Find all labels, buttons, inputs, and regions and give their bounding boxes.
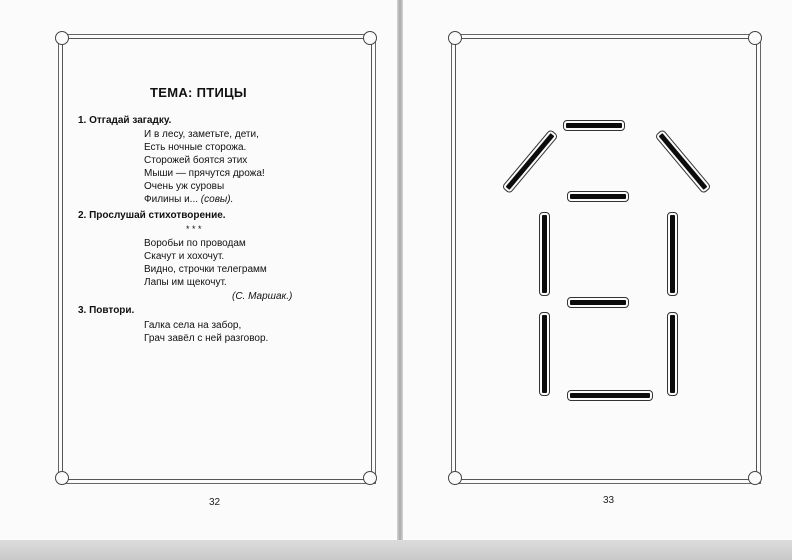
left-page [0, 0, 397, 548]
right-page [403, 0, 792, 548]
frame-corner-ornament [363, 471, 377, 485]
tongue-twister-line: Грач завёл с ней разговор. [144, 333, 269, 344]
frame-corner-ornament [448, 31, 462, 45]
riddle-last-line [144, 194, 233, 205]
page-bottom-shadow [0, 540, 792, 560]
poem-line: Видно, строчки телеграмм [144, 264, 267, 275]
page-number: 33 [603, 495, 615, 506]
riddle-answer: (совы). [200, 194, 234, 205]
riddle-line: Есть ночные сторожа. [144, 142, 247, 153]
stick-upper-left-wall [540, 213, 549, 295]
poem-line: Воробьи по проводам [144, 238, 246, 249]
section-heading-poem: 2. Прослушай стихотворение. [78, 210, 226, 221]
page-title: ТЕМА: ПТИЦЫ [150, 85, 247, 100]
frame-corner-ornament [363, 31, 377, 45]
riddle-line: Мыши — прячутся дрожа! [144, 168, 265, 179]
stick-roof-top [564, 121, 624, 130]
poem-line: Скачут и хохочут. [144, 251, 225, 262]
frame-corner-ornament [748, 31, 762, 45]
page-number: 32 [209, 497, 221, 508]
frame-corner-ornament [448, 471, 462, 485]
riddle-line: Сторожей боятся этих [144, 155, 248, 166]
poem-attribution: (С. Маршак.) [232, 291, 293, 302]
stick-upper-crossbar [568, 192, 628, 201]
frame-corner-ornament [55, 471, 69, 485]
stick-bottom-base [568, 391, 652, 400]
riddle-line: Очень уж суровы [144, 181, 225, 192]
frame-corner-ornament [748, 471, 762, 485]
poem-separator: * * * [186, 224, 202, 234]
poem-line: Лапы им щекочут. [144, 277, 227, 288]
riddle-line-prefix: Филины и... [144, 194, 201, 205]
frame-corner-ornament [55, 31, 69, 45]
right-page-frame [455, 38, 757, 480]
tongue-twister-line: Галка села на забор, [144, 320, 242, 331]
section-heading-repeat: 3. Повтори. [78, 305, 135, 316]
stick-upper-right-wall [668, 213, 677, 295]
stick-lower-right-wall [668, 313, 677, 395]
stick-middle-crossbar [568, 298, 628, 307]
section-heading-riddle: 1. Отгадай загадку. [78, 115, 172, 126]
riddle-line: И в лесу, заметьте, дети, [144, 129, 259, 140]
stick-lower-left-wall [540, 313, 549, 395]
